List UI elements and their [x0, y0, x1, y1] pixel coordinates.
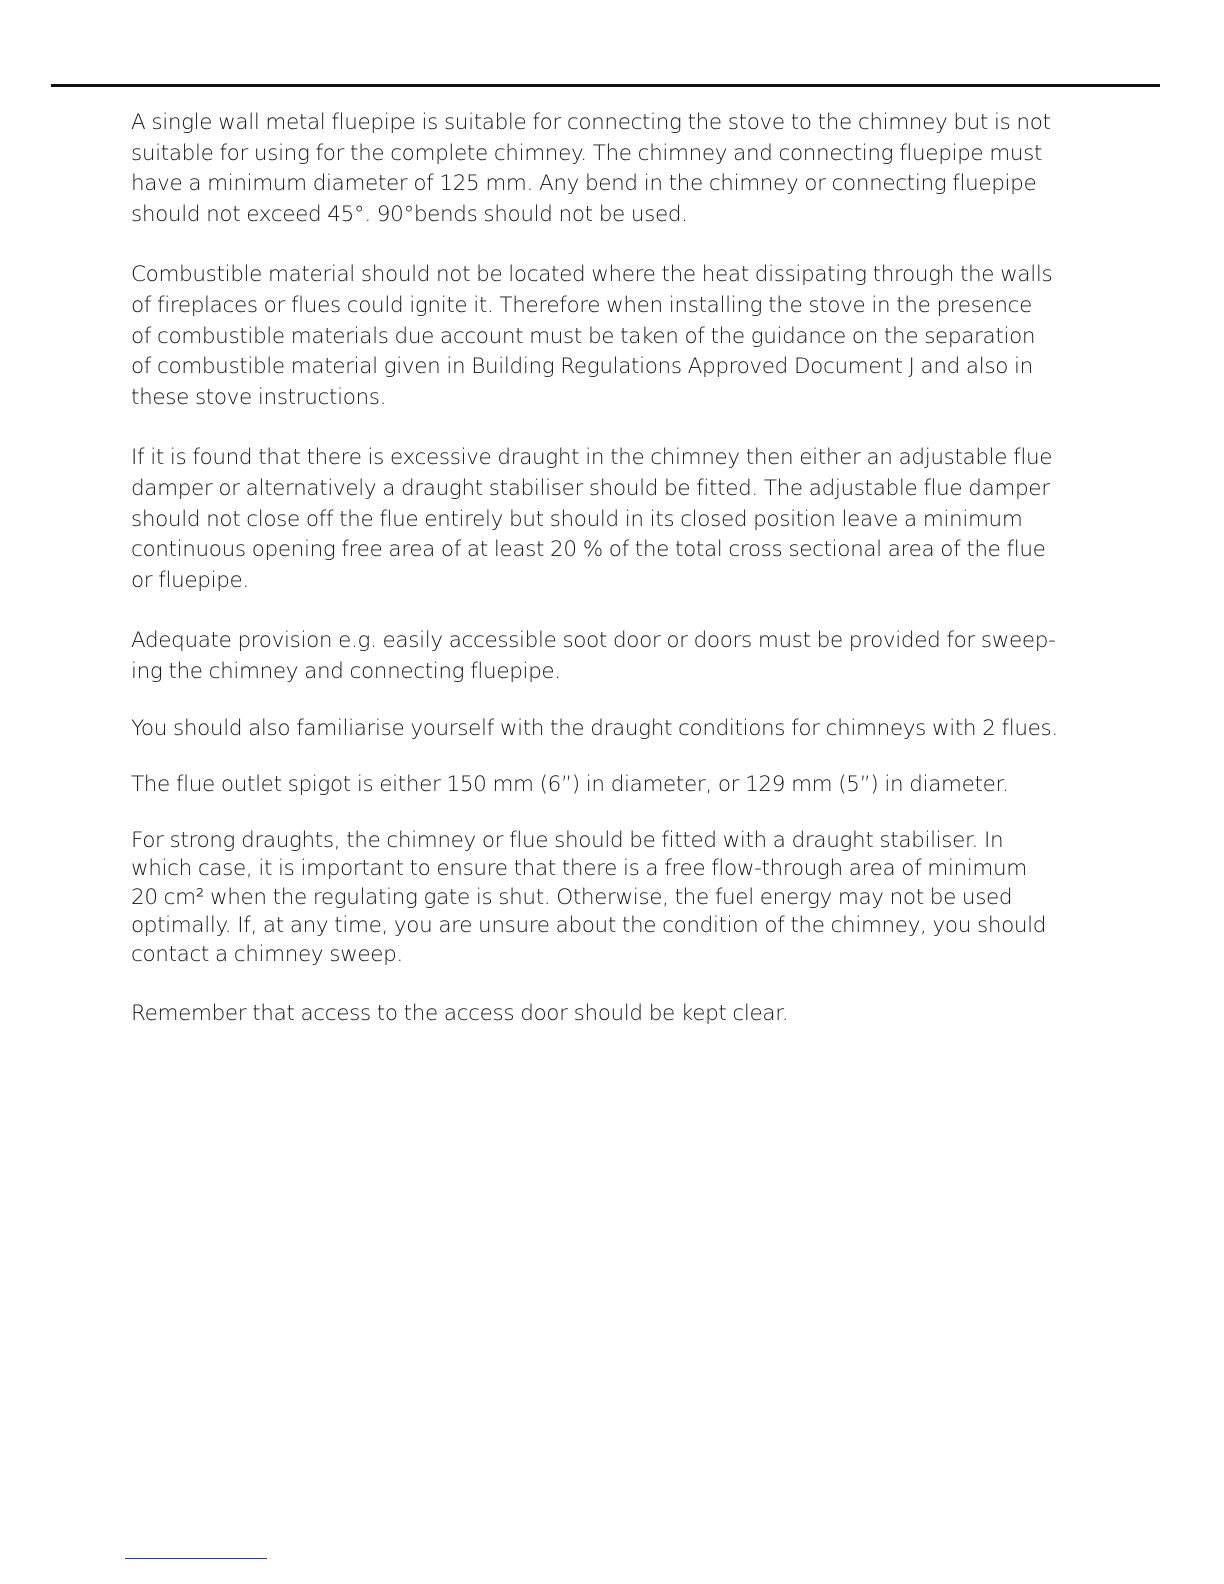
paragraph-excessive-draught: If it is found that there is excessive draught in the chimney then either an adjustable flue damper or alternatively a draught stabiliser should be fitted. The adjustable flue damper should not close off the flue entirely but should in its closed position leave a minimum continuous opening free area of at least 20 % of the total cross sectional area of the flue or fluepipe.: [131, 445, 1053, 593]
paragraph-sweeping-provision: Adequate provision e.g. easily accessible soot door or doors must be provided for sweep- ing the chimney and connecting fluepipe.: [131, 628, 1056, 684]
paragraph-two-flues: You should also familiarise yourself with the draught conditions for chimneys with 2 flues.: [131, 715, 1058, 741]
document-body: [131, 108, 1121, 1030]
header-rule: [51, 84, 1160, 87]
footnote-rule: [125, 1558, 267, 1559]
paragraph-access-door: Remember that access to the access door should be kept clear.: [131, 1001, 789, 1027]
paragraph-strong-draughts: For strong draughts, the chimney or flue should be fitted with a draught stabiliser. In which case, it is important to ensure that there is a free flow-through area of minimum 20 cm² when the regulating gate is shut. Otherwise, the fuel energy may not be used optimally. If, at any time, you are unsure about the condition of the chimney, you should contact a chimney sweep.: [131, 827, 1047, 967]
paragraph-fluepipe-requirements: A single wall metal fluepipe is suitable for connecting the stove to the chimney but is not suitable for using for the complete chimney. The chimney and connecting fluepipe must have a minimum diameter of 125 mm. Any bend in the chimney or connecting fluepipe should not exceed 45°. 90°bends should not be used.: [131, 110, 1051, 227]
paragraph-combustible-material: Combustible material should not be located where the heat dissipating through the walls of fireplaces or flues could ignite it. Therefore when installing the stove in the presence of combustible materials due account must be taken of the guidance on the separation of combustible material given in Building Regulations Approved Document J and also in these stove instructions.: [131, 262, 1053, 410]
paragraph-flue-outlet-spigot: The flue outlet spigot is either 150 mm (6”) in diameter, or 129 mm (5”) in diameter.: [131, 772, 1009, 798]
